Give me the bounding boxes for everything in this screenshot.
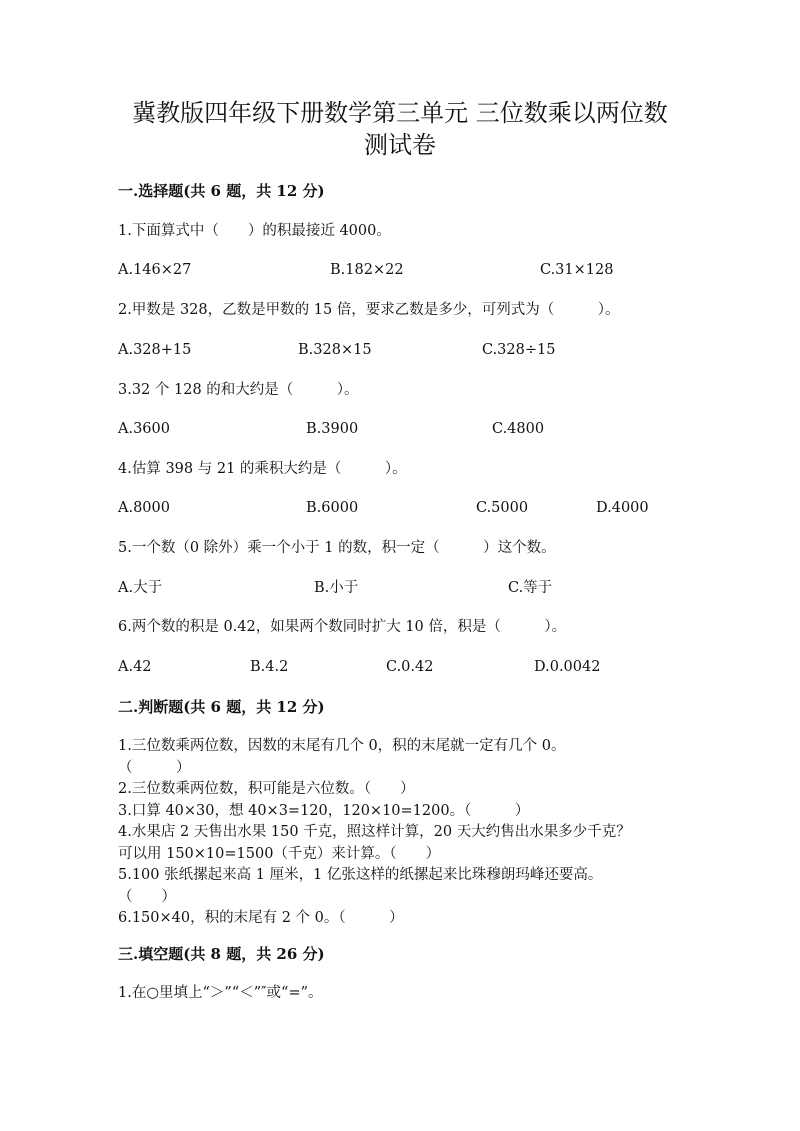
choice-5-option-a: A.大于 xyxy=(118,580,163,596)
choice-6-option-a: A.42 xyxy=(118,659,152,675)
choice-6-option-b: B.4.2 xyxy=(250,659,289,675)
judge-line-6: 可以用 150×10=1500（千克）来计算。（ ） xyxy=(118,845,441,862)
choice-4-option-d: D.4000 xyxy=(596,500,649,516)
judge-questions xyxy=(118,736,698,930)
page-title: 冀教版四年级下册数学第三单元 三位数乘以两位数 xyxy=(132,99,668,127)
choice-question-3: 3.32 个 128 的和大约是（ ）。 xyxy=(118,382,359,398)
choice-5-option-b: B.小于 xyxy=(314,580,359,596)
choice-3-option-b: B.3900 xyxy=(306,421,359,437)
section-choice-heading: 一.选择题(共 6 题，共 12 分) xyxy=(118,182,325,200)
choice-question-2: 2.甲数是 328，乙数是甲数的 15 倍，要求乙数是多少，可列式为（ ）。 xyxy=(118,302,620,318)
choice-question-1: 1.下面算式中（ ）的积最接近 4000。 xyxy=(118,223,391,239)
choice-6-option-c: C.0.42 xyxy=(386,659,434,675)
choice-3-option-c: C.4800 xyxy=(492,421,545,437)
choice-2-option-a: A.328+15 xyxy=(118,342,192,358)
judge-line-4: 3.口算 40×30，想 40×3=120，120×10=1200。（ ） xyxy=(118,802,530,819)
judge-line-8: （ ） xyxy=(118,888,176,905)
judge-line-3: 2.三位数乘两位数，积可能是六位数。（ ） xyxy=(118,781,415,797)
judge-line-5: 4.水果店 2 天售出水果 150 千克，照这样计算，20 天大约售出水果多少千克？ xyxy=(118,824,631,840)
fill-question-1: 1.在○里填上“＞”“＜”″或“=”。 xyxy=(118,985,323,1001)
judge-line-2: （ ） xyxy=(118,759,191,776)
choice-question-5: 5.一个数（0 除外）乘一个小于 1 的数，积一定（ ）这个数。 xyxy=(118,540,556,556)
choice-5-option-c: C.等于 xyxy=(508,580,553,596)
judge-line-9: 6.150×40，积的末尾有 2 个 0。（ ） xyxy=(118,910,404,926)
choice-2-option-b: B.328×15 xyxy=(298,342,372,358)
choice-6-option-d: D.0.0042 xyxy=(534,659,601,675)
judge-line-7: 5.100 张纸摞起来高 1 厘米，1 亿张这样的纸摞起来比珠穆朗玛峰还要高。 xyxy=(118,867,603,883)
choice-1-option-c: C.31×128 xyxy=(540,262,614,278)
judge-line-1: 1.三位数乘两位数，因数的末尾有几个 0，积的末尾就一定有几个 0。 xyxy=(118,738,566,754)
choice-4-option-a: A.8000 xyxy=(118,500,170,516)
section-fill-heading: 三.填空题(共 8 题，共 26 分) xyxy=(118,945,325,963)
choice-4-option-b: B.6000 xyxy=(306,500,359,516)
section-judge-heading: 二.判断题(共 6 题，共 12 分) xyxy=(118,698,325,716)
choice-question-6: 6.两个数的积是 0.42，如果两个数同时扩大 10 倍，积是（ ）。 xyxy=(118,619,567,635)
choice-4-option-c: C.5000 xyxy=(476,500,529,516)
choice-question-4: 4.估算 398 与 21 的乘积大约是（ ）。 xyxy=(118,461,407,477)
page-title-line2: 测试卷 xyxy=(364,131,436,159)
choice-3-option-a: A.3600 xyxy=(118,421,170,437)
choice-1-option-b: B.182×22 xyxy=(330,262,404,278)
choice-2-option-c: C.328÷15 xyxy=(482,342,556,358)
choice-1-option-a: A.146×27 xyxy=(118,262,192,278)
